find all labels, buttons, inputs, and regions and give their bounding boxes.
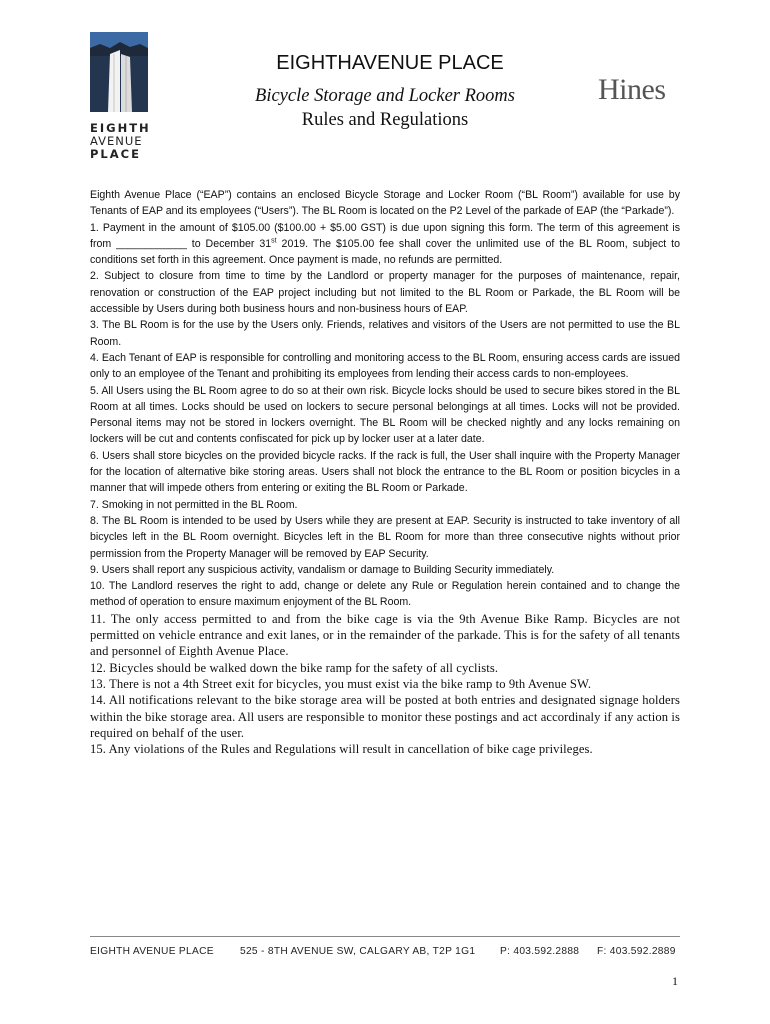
rule-15: 15. Any violations of the Rules and Regulations will result in cancellation of bike cage privileges. xyxy=(90,742,593,757)
footer-name: EIGHTH AVENUE PLACE xyxy=(90,946,214,957)
footer-address: 525 - 8TH AVENUE SW, CALGARY AB, T2P 1G1 xyxy=(240,946,476,957)
rule-6: 6. Users shall store bicycles on the provided bicycle racks. If the rack is full, the User shall inquire with the Property Manager for the location of alternative bike storing areas. Users shall not block the entrance to the BL Room or position bicycles in a manner that will impede others from entering or exiting the BL Room or Parkade. xyxy=(90,449,680,495)
rule-14: 14. All notifications relevant to the bike storage area will be posted at both entries and designated signage holders within the bike storage area. All users are responsible to monitor these postings and act accordinaly if any action is required on behalf of the user. xyxy=(90,693,680,740)
rule-3: 3. The BL Room is for the use by the Users only. Friends, relatives and visitors of the Users are not permitted to use the BL Room. xyxy=(90,319,680,348)
rule-13: 13. There is not a 4th Street exit for bicycles, you must exist via the bike ramp to 9th Avenue SW. xyxy=(90,676,592,691)
logo-line2: AVENUE xyxy=(90,134,143,148)
rule-5: 5. All Users using the BL Room agree to do so at their own risk. Bicycle locks should be used to secure bikes stored in the BL Room at all times. Locks should be used on lockers to secure personal belongings at all times. Locks will not be provided. Personal items may not be stored in lockers overnight. The BL Room will be checked nightly and any locks remaining on lockers will be cut and contents confiscated for pick up by locker user at a later date. xyxy=(90,384,680,446)
rule-12: 12. Bicycles should be walked down the bike ramp for the safety of all cyclists. xyxy=(90,660,499,675)
document-title: EIGHTHAVENUE PLACE xyxy=(276,52,504,74)
rule-9: 9. Users shall report any suspicious activity, vandalism or damage to Building Security immediately. xyxy=(90,563,555,576)
document-subtitle: Bicycle Storage and Locker Rooms xyxy=(255,86,515,106)
building-logo-icon xyxy=(90,32,148,112)
rule-8: 8. The BL Room is intended to be used by Users while they are present at EAP. Security is instructed to take inventory of all bicycles left in the BL Room overnight. Bicycles left in the BL Room for more than three consecutive nights without prior permission from the Property Manager will be removed by EAP Security. xyxy=(90,514,680,560)
rule-11: 11. The only access permitted to and from the bike cage is via the 9th Avenue Bike Ramp. Bicycles are not permitted on vehicle entrance and exit lanes, or in the remainder of the parkade. This is for the safety of all tenants and personnel of Eighth Avenue Place. xyxy=(90,611,680,659)
rule-10: 10. The Landlord reserves the right to add, change or delete any Rule or Regulation herein contained and to change the method of operation to ensure maximum enjoyment of the BL Room. xyxy=(90,580,680,609)
document-subtitle-rules: Rules and Regulations xyxy=(301,110,469,130)
intro-paragraph: Eighth Avenue Place (“EAP”) contains an enclosed Bicycle Storage and Locker Room (“BL Room”) available for use by Tenants of EAP and its employees (“Users”). The BL Room is located on the P2 Level of the parkade of EAP (the “Parkade”). xyxy=(90,189,680,218)
hines-logo: Hines xyxy=(598,73,666,106)
rule-1 xyxy=(90,220,680,269)
document-body xyxy=(90,187,680,757)
footer-fax: F: 403.592.2889 xyxy=(597,946,676,957)
rule-4: 4. Each Tenant of EAP is responsible for controlling and monitoring access to the BL Room, ensuring access cards are issued only to an employee of the Tenant and prohibiting its employees from lending their access cards to non-employees. xyxy=(90,351,680,381)
logo-line3: PLACE xyxy=(90,147,141,161)
rule-1-text-cont: 2019. The $105.00 fee shall cover the unlimited use of the BL Room, subject to conditions set forth in this agreement. Once payment is made, no refunds are permitted. xyxy=(90,237,680,267)
logo-line1: EIGHTH xyxy=(90,121,151,135)
rule-1-superscript: st xyxy=(271,237,277,245)
rule-2: 2. Subject to closure from time to time by the Landlord or property manager for the purposes of maintenance, repair, renovation or construction of the EAP project including but not limited to the BL Room or Parkade, the BL Room will be accessible by Users during both business hours and non-business hours of EAP. xyxy=(90,270,680,316)
rule-1-text: 1. Payment in the amount of $105.00 ($100.00 + $5.00 GST) is due upon signing this form. The term of this agreement is from ____________ to December 31 xyxy=(90,221,680,250)
eighth-avenue-place-logo xyxy=(90,32,151,161)
footer-divider xyxy=(90,936,680,937)
page-number: 1 xyxy=(672,974,678,988)
rule-7: 7. Smoking in not permitted in the BL Room. xyxy=(90,498,298,511)
footer-phone: P: 403.592.2888 xyxy=(500,946,580,957)
